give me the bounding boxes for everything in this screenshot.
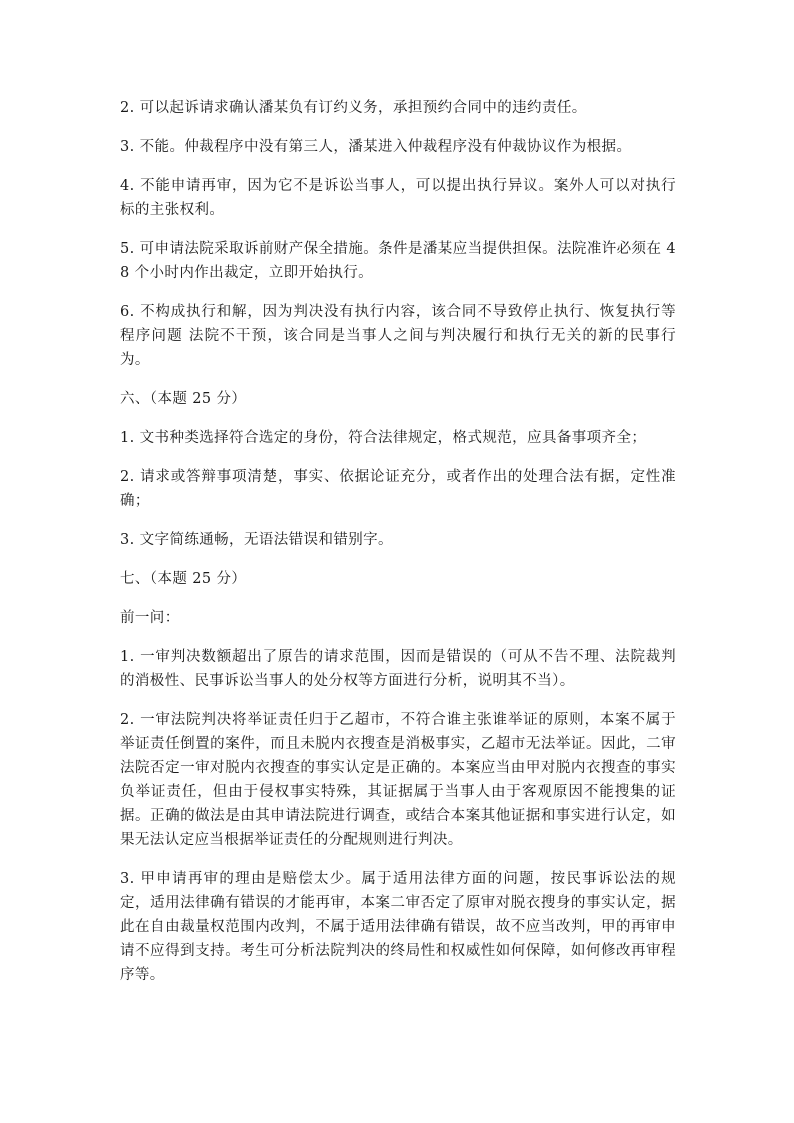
answer-paragraph-6-2: 2. 请求或答辩事项清楚，事实、依据论证充分，或者作出的处理合法有据，定性准确； bbox=[120, 469, 676, 509]
answer-paragraph-5-4: 4. 不能申请再审，因为它不是诉讼当事人，可以提出执行异议。案外人可以对执行标的主张权利。 bbox=[120, 178, 676, 218]
answer-paragraph-6-3: 3. 文字简练通畅，无语法错误和错别字。 bbox=[120, 532, 393, 548]
section-heading-7: 七、（本题 25 分） bbox=[120, 571, 247, 587]
answer-paragraph-6-1: 1. 文书种类选择符合选定的身份，符合法律规定，格式规范，应具备事项齐全； bbox=[120, 430, 647, 446]
section-heading-6: 六、（本题 25 分） bbox=[120, 391, 247, 407]
answer-paragraph-7-2: 2. 一审法院判决将举证责任归于乙超市，不符合谁主张谁举证的原则，本案不属于举证责任倒置的案件，而且未脱内衣搜查是消极事实，乙超市无法举证。因此，二审法院否定一审对脱内衣搜查的事实认定是正确的。本案应当由甲对脱内衣搜查的事实负举证责任，但由于侵权事实特殊，其证据属于当事人由于客观原因不能搜集的证据。正确的做法是由其申请法院进行调查，或结合本案其他证据和事实进行认定，如果无法认定应当根据举证责任的分配规则进行判决。 bbox=[120, 712, 676, 848]
answer-paragraph-5-2: 2. 可以起诉请求确认潘某负有订约义务，承担预约合同中的违约责任。 bbox=[120, 100, 587, 116]
subsection-label-first-question: 前一问： bbox=[120, 610, 180, 626]
answer-paragraph-5-5: 5. 可申请法院采取诉前财产保全措施。条件是潘某应当提供担保。法院准许必须在 48 个小时内作出裁定，立即开始执行。 bbox=[120, 241, 676, 281]
answer-paragraph-7-1: 1. 一审判决数额超出了原告的请求范围，因而是错误的（可从不告不理、法院裁判的消极性、民事诉讼当事人的处分权等方面进行分析，说明其不当）。 bbox=[120, 649, 676, 689]
answer-paragraph-5-3: 3. 不能。仲裁程序中没有第三人，潘某进入仲裁程序没有仲裁协议作为根据。 bbox=[120, 139, 632, 155]
answer-paragraph-5-6: 6. 不构成执行和解，因为判决没有执行内容，该合同不导致停止执行、恢复执行等程序问题 法院不干预，该合同是当事人之间与判决履行和执行无关的新的民事行为。 bbox=[120, 304, 676, 368]
answer-paragraph-7-3: 3. 甲申请再审的理由是赔偿太少。属于适用法律方面的问题，按民事诉讼法的规定，适用法律确有错误的才能再审，本案二审否定了原审对脱衣搜身的事实认定，据此在自由裁量权范围内改判，不属于适用法律确有错误，故不应当改判，甲的再审申请不应得到支持。考生可分析法院判决的终局性和权威性如何保障，如何修改再审程序等。 bbox=[120, 871, 676, 983]
